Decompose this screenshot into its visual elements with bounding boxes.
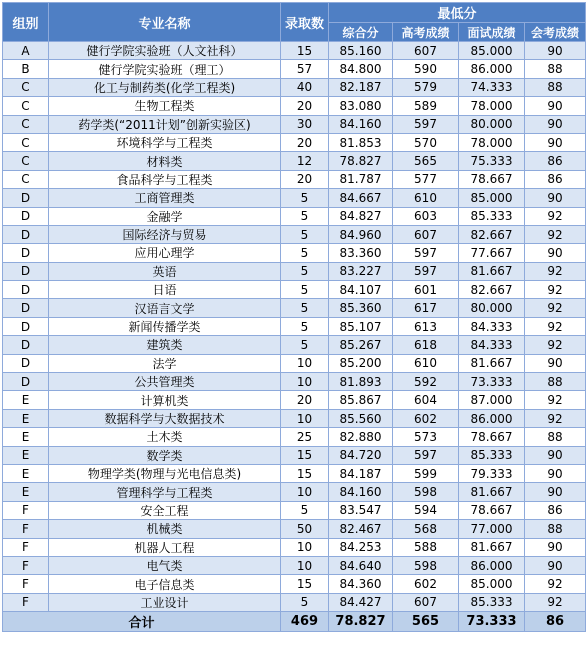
cell-interview: 73.333 — [459, 373, 525, 391]
cell-gaokao: 594 — [393, 501, 459, 519]
cell-group: C — [3, 115, 49, 133]
table-row — [3, 373, 586, 391]
cell-major: 电子信息类 — [49, 575, 281, 593]
cell-interview: 80.000 — [459, 115, 525, 133]
table-body — [3, 42, 586, 612]
table-row — [3, 446, 586, 464]
cell-gaokao: 590 — [393, 60, 459, 78]
cell-gaokao: 565 — [393, 152, 459, 170]
table-row — [3, 152, 586, 170]
table-row — [3, 520, 586, 538]
cell-group: C — [3, 97, 49, 115]
cell-group: D — [3, 373, 49, 391]
cell-major: 工商管理类 — [49, 189, 281, 207]
cell-major: 法学 — [49, 354, 281, 372]
cell-composite: 81.787 — [329, 170, 393, 188]
cell-interview: 78.667 — [459, 501, 525, 519]
cell-major: 日语 — [49, 281, 281, 299]
table-row — [3, 170, 586, 188]
header-row — [3, 3, 586, 23]
cell-gaokao: 610 — [393, 354, 459, 372]
cell-gaokao: 570 — [393, 133, 459, 151]
cell-composite: 81.853 — [329, 133, 393, 151]
cell-huikao: 92 — [525, 317, 586, 335]
cell-composite: 85.867 — [329, 391, 393, 409]
cell-composite: 81.893 — [329, 373, 393, 391]
header-admitted: 录取数 — [281, 3, 329, 42]
cell-major: 食品科学与工程类 — [49, 170, 281, 188]
total-interview: 73.333 — [459, 612, 525, 632]
cell-composite: 85.560 — [329, 409, 393, 427]
cell-composite: 84.667 — [329, 189, 393, 207]
total-label: 合计 — [3, 612, 281, 632]
cell-huikao: 92 — [525, 391, 586, 409]
cell-huikao: 92 — [525, 262, 586, 280]
cell-interview: 85.000 — [459, 575, 525, 593]
cell-huikao: 88 — [525, 520, 586, 538]
cell-major: 国际经济与贸易 — [49, 225, 281, 243]
cell-gaokao: 604 — [393, 391, 459, 409]
cell-huikao: 92 — [525, 575, 586, 593]
cell-interview: 85.333 — [459, 207, 525, 225]
cell-huikao: 92 — [525, 225, 586, 243]
cell-composite: 85.360 — [329, 299, 393, 317]
cell-interview: 78.000 — [459, 97, 525, 115]
cell-composite: 85.160 — [329, 42, 393, 60]
cell-composite: 82.187 — [329, 78, 393, 96]
cell-gaokao: 602 — [393, 575, 459, 593]
cell-huikao: 88 — [525, 373, 586, 391]
cell-major: 土木类 — [49, 428, 281, 446]
header-major: 专业名称 — [49, 3, 281, 42]
cell-huikao: 90 — [525, 97, 586, 115]
cell-major: 工业设计 — [49, 593, 281, 611]
cell-composite: 84.160 — [329, 483, 393, 501]
cell-huikao: 92 — [525, 336, 586, 354]
cell-interview: 84.333 — [459, 336, 525, 354]
cell-admitted: 5 — [281, 336, 329, 354]
cell-huikao: 88 — [525, 78, 586, 96]
table-row — [3, 336, 586, 354]
cell-gaokao: 579 — [393, 78, 459, 96]
cell-admitted: 5 — [281, 299, 329, 317]
cell-admitted: 15 — [281, 446, 329, 464]
cell-composite: 84.160 — [329, 115, 393, 133]
table-row — [3, 281, 586, 299]
cell-group: E — [3, 446, 49, 464]
table-row — [3, 501, 586, 519]
cell-major: 健行学院实验班（人文社科） — [49, 42, 281, 60]
cell-group: D — [3, 317, 49, 335]
cell-composite: 85.107 — [329, 317, 393, 335]
table-row — [3, 556, 586, 574]
table-row — [3, 262, 586, 280]
cell-group: F — [3, 556, 49, 574]
total-composite: 78.827 — [329, 612, 393, 632]
total-admitted: 469 — [281, 612, 329, 632]
cell-huikao: 92 — [525, 207, 586, 225]
cell-interview: 86.000 — [459, 409, 525, 427]
cell-huikao: 90 — [525, 464, 586, 482]
cell-major: 生物工程类 — [49, 97, 281, 115]
cell-major: 金融学 — [49, 207, 281, 225]
table-row — [3, 115, 586, 133]
cell-interview: 81.667 — [459, 483, 525, 501]
cell-gaokao: 603 — [393, 207, 459, 225]
cell-admitted: 5 — [281, 244, 329, 262]
table-row — [3, 78, 586, 96]
cell-gaokao: 613 — [393, 317, 459, 335]
cell-interview: 81.667 — [459, 262, 525, 280]
cell-composite: 84.360 — [329, 575, 393, 593]
cell-gaokao: 618 — [393, 336, 459, 354]
cell-admitted: 10 — [281, 556, 329, 574]
cell-composite: 84.720 — [329, 446, 393, 464]
cell-admitted: 15 — [281, 575, 329, 593]
cell-huikao: 90 — [525, 538, 586, 556]
cell-gaokao: 588 — [393, 538, 459, 556]
cell-group: A — [3, 42, 49, 60]
cell-major: 材料类 — [49, 152, 281, 170]
cell-group: D — [3, 336, 49, 354]
cell-group: E — [3, 409, 49, 427]
table-row — [3, 207, 586, 225]
cell-interview: 77.667 — [459, 244, 525, 262]
cell-major: 建筑类 — [49, 336, 281, 354]
cell-interview: 85.000 — [459, 189, 525, 207]
cell-composite: 83.227 — [329, 262, 393, 280]
cell-admitted: 15 — [281, 464, 329, 482]
table-row — [3, 593, 586, 611]
cell-group: C — [3, 170, 49, 188]
cell-composite: 85.200 — [329, 354, 393, 372]
cell-interview: 78.667 — [459, 170, 525, 188]
cell-gaokao: 573 — [393, 428, 459, 446]
cell-major: 应用心理学 — [49, 244, 281, 262]
cell-group: F — [3, 501, 49, 519]
cell-interview: 86.000 — [459, 60, 525, 78]
cell-group: F — [3, 520, 49, 538]
cell-gaokao: 607 — [393, 225, 459, 243]
table-row — [3, 317, 586, 335]
cell-major: 健行学院实验班（理工） — [49, 60, 281, 78]
cell-huikao: 92 — [525, 593, 586, 611]
table-row — [3, 299, 586, 317]
cell-composite: 84.827 — [329, 207, 393, 225]
table-row — [3, 133, 586, 151]
cell-gaokao: 598 — [393, 483, 459, 501]
cell-major: 公共管理类 — [49, 373, 281, 391]
cell-composite: 83.360 — [329, 244, 393, 262]
cell-major: 英语 — [49, 262, 281, 280]
table-row — [3, 42, 586, 60]
header-huikao: 会考成绩 — [525, 23, 586, 42]
cell-group: F — [3, 575, 49, 593]
cell-admitted: 40 — [281, 78, 329, 96]
table-row — [3, 428, 586, 446]
cell-gaokao: 597 — [393, 115, 459, 133]
cell-major: 计算机类 — [49, 391, 281, 409]
cell-gaokao: 617 — [393, 299, 459, 317]
cell-composite: 84.640 — [329, 556, 393, 574]
cell-major: 环境科学与工程类 — [49, 133, 281, 151]
cell-interview: 85.000 — [459, 42, 525, 60]
cell-admitted: 10 — [281, 538, 329, 556]
cell-gaokao: 602 — [393, 409, 459, 427]
cell-major: 新闻传播学类 — [49, 317, 281, 335]
cell-group: D — [3, 244, 49, 262]
cell-admitted: 5 — [281, 262, 329, 280]
cell-huikao: 86 — [525, 152, 586, 170]
cell-admitted: 50 — [281, 520, 329, 538]
cell-composite: 85.267 — [329, 336, 393, 354]
cell-group: D — [3, 281, 49, 299]
table-row — [3, 409, 586, 427]
cell-interview: 74.333 — [459, 78, 525, 96]
table-row — [3, 189, 586, 207]
cell-major: 物理学类(物理与光电信息类) — [49, 464, 281, 482]
cell-huikao: 92 — [525, 299, 586, 317]
cell-huikao: 92 — [525, 281, 586, 299]
cell-major: 数据科学与大数据技术 — [49, 409, 281, 427]
cell-huikao: 88 — [525, 60, 586, 78]
cell-interview: 84.333 — [459, 317, 525, 335]
cell-huikao: 90 — [525, 446, 586, 464]
cell-interview: 86.000 — [459, 556, 525, 574]
cell-group: F — [3, 538, 49, 556]
cell-interview: 80.000 — [459, 299, 525, 317]
cell-gaokao: 597 — [393, 262, 459, 280]
cell-huikao: 90 — [525, 115, 586, 133]
cell-composite: 84.107 — [329, 281, 393, 299]
header-composite: 综合分 — [329, 23, 393, 42]
cell-admitted: 10 — [281, 373, 329, 391]
cell-huikao: 90 — [525, 189, 586, 207]
cell-composite: 83.547 — [329, 501, 393, 519]
cell-gaokao: 597 — [393, 244, 459, 262]
cell-group: D — [3, 262, 49, 280]
cell-group: F — [3, 593, 49, 611]
cell-gaokao: 601 — [393, 281, 459, 299]
cell-major: 安全工程 — [49, 501, 281, 519]
cell-interview: 79.333 — [459, 464, 525, 482]
cell-composite: 84.253 — [329, 538, 393, 556]
cell-huikao: 90 — [525, 556, 586, 574]
cell-interview: 81.667 — [459, 354, 525, 372]
table-row — [3, 483, 586, 501]
cell-admitted: 57 — [281, 60, 329, 78]
cell-huikao: 90 — [525, 483, 586, 501]
cell-major: 机器人工程 — [49, 538, 281, 556]
table-row — [3, 575, 586, 593]
cell-interview: 85.333 — [459, 593, 525, 611]
cell-major: 药学类(“2011计划”创新实验区) — [49, 115, 281, 133]
cell-admitted: 30 — [281, 115, 329, 133]
cell-major: 化工与制药类(化学工程类) — [49, 78, 281, 96]
cell-interview: 78.667 — [459, 428, 525, 446]
header-min-score: 最低分 — [329, 3, 586, 23]
cell-admitted: 10 — [281, 409, 329, 427]
cell-composite: 84.960 — [329, 225, 393, 243]
table-row — [3, 464, 586, 482]
total-row — [3, 612, 586, 632]
cell-interview: 82.667 — [459, 225, 525, 243]
cell-admitted: 20 — [281, 170, 329, 188]
cell-huikao: 90 — [525, 244, 586, 262]
cell-admitted: 25 — [281, 428, 329, 446]
cell-interview: 82.667 — [459, 281, 525, 299]
cell-admitted: 20 — [281, 97, 329, 115]
cell-gaokao: 568 — [393, 520, 459, 538]
cell-huikao: 86 — [525, 501, 586, 519]
cell-major: 电气类 — [49, 556, 281, 574]
cell-major: 汉语言文学 — [49, 299, 281, 317]
cell-huikao: 90 — [525, 354, 586, 372]
cell-huikao: 90 — [525, 42, 586, 60]
cell-group: E — [3, 483, 49, 501]
cell-admitted: 5 — [281, 593, 329, 611]
cell-admitted: 5 — [281, 281, 329, 299]
cell-admitted: 20 — [281, 391, 329, 409]
cell-group: D — [3, 225, 49, 243]
cell-group: D — [3, 207, 49, 225]
cell-gaokao: 607 — [393, 42, 459, 60]
cell-admitted: 20 — [281, 133, 329, 151]
table-row — [3, 538, 586, 556]
cell-composite: 84.427 — [329, 593, 393, 611]
total-huikao: 86 — [525, 612, 586, 632]
cell-group: C — [3, 133, 49, 151]
cell-huikao: 90 — [525, 133, 586, 151]
cell-interview: 77.000 — [459, 520, 525, 538]
cell-gaokao: 599 — [393, 464, 459, 482]
cell-composite: 78.827 — [329, 152, 393, 170]
cell-group: D — [3, 354, 49, 372]
cell-admitted: 5 — [281, 225, 329, 243]
cell-gaokao: 577 — [393, 170, 459, 188]
cell-composite: 83.080 — [329, 97, 393, 115]
cell-admitted: 5 — [281, 207, 329, 225]
cell-group: D — [3, 189, 49, 207]
cell-group: E — [3, 464, 49, 482]
cell-major: 管理科学与工程类 — [49, 483, 281, 501]
cell-interview: 85.333 — [459, 446, 525, 464]
table-row — [3, 244, 586, 262]
cell-huikao: 86 — [525, 170, 586, 188]
cell-interview: 81.667 — [459, 538, 525, 556]
cell-gaokao: 589 — [393, 97, 459, 115]
cell-gaokao: 598 — [393, 556, 459, 574]
cell-interview: 78.000 — [459, 133, 525, 151]
cell-admitted: 5 — [281, 317, 329, 335]
admission-scores-table — [2, 2, 586, 632]
cell-major: 机械类 — [49, 520, 281, 538]
cell-composite: 84.187 — [329, 464, 393, 482]
cell-gaokao: 610 — [393, 189, 459, 207]
cell-admitted: 10 — [281, 483, 329, 501]
cell-admitted: 12 — [281, 152, 329, 170]
cell-interview: 75.333 — [459, 152, 525, 170]
cell-group: C — [3, 152, 49, 170]
cell-group: D — [3, 299, 49, 317]
cell-gaokao: 597 — [393, 446, 459, 464]
table-row — [3, 225, 586, 243]
header-interview: 面试成绩 — [459, 23, 525, 42]
cell-major: 数学类 — [49, 446, 281, 464]
total-gaokao: 565 — [393, 612, 459, 632]
cell-interview: 87.000 — [459, 391, 525, 409]
cell-composite: 84.800 — [329, 60, 393, 78]
cell-huikao: 88 — [525, 428, 586, 446]
table-row — [3, 354, 586, 372]
cell-group: E — [3, 391, 49, 409]
header-group: 组别 — [3, 3, 49, 42]
cell-admitted: 10 — [281, 354, 329, 372]
cell-huikao: 92 — [525, 409, 586, 427]
table-row — [3, 391, 586, 409]
table-row — [3, 60, 586, 78]
cell-composite: 82.880 — [329, 428, 393, 446]
cell-gaokao: 607 — [393, 593, 459, 611]
cell-group: C — [3, 78, 49, 96]
cell-admitted: 5 — [281, 189, 329, 207]
cell-composite: 82.467 — [329, 520, 393, 538]
cell-admitted: 15 — [281, 42, 329, 60]
cell-gaokao: 592 — [393, 373, 459, 391]
table-row — [3, 97, 586, 115]
cell-admitted: 5 — [281, 501, 329, 519]
cell-group: B — [3, 60, 49, 78]
header-gaokao: 高考成绩 — [393, 23, 459, 42]
cell-group: E — [3, 428, 49, 446]
